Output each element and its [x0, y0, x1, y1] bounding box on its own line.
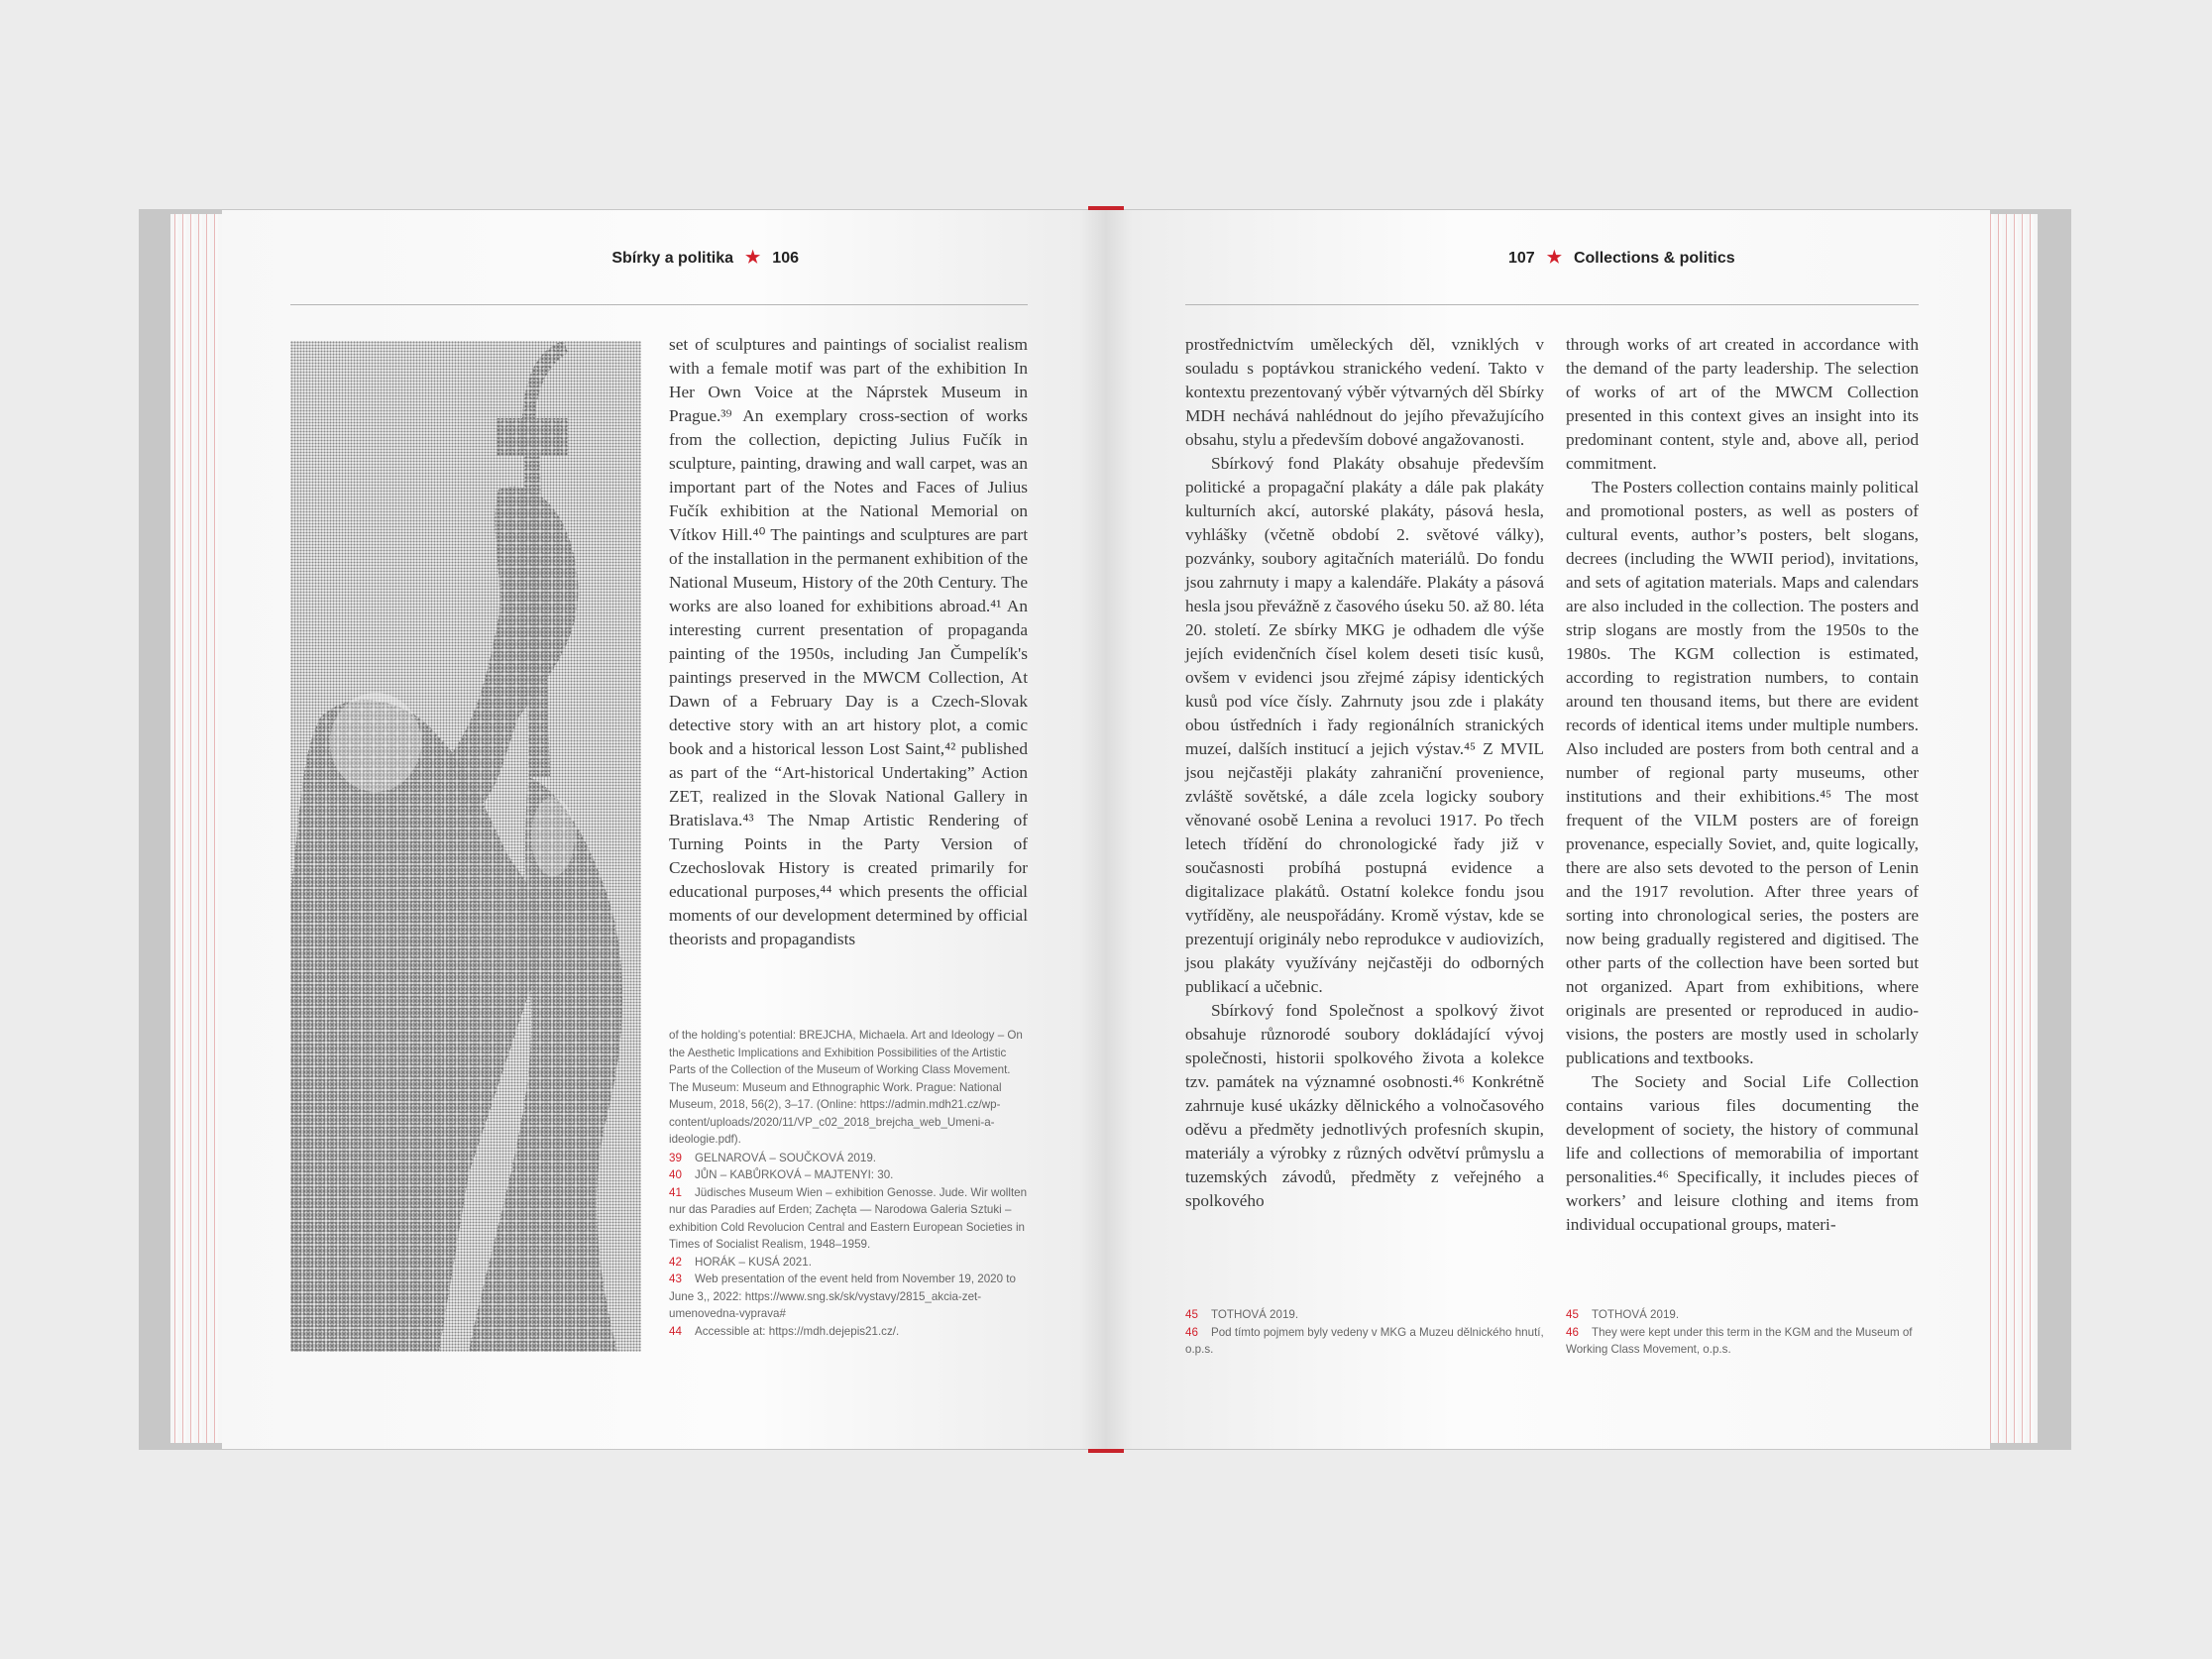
czech-paragraph: Sbírkový fond Společnost a spolkový život obsahuje různorodé soubory dokládající vývoj společnosti, historii spolkového života a kolekce tzv. památek na významné osobnosti.⁴⁶ Konkrétně zahrnuje kusé ukázky dělnického a volnočasového oděvu a předměty jednotlivých profesních skupin, materiály a výrobky z různých odvětví průmyslu a tuzemských závodů, předměty z veřejného a spolkového [1185, 1001, 1544, 1210]
czech-paragraph: prostřednictvím uměleckých děl, vzniklých v souladu s poptávkou stranického vedení. Takto v kontextu prezentovaný výběr výtvarných děl Sbírky MDH nechává nahlédnout do jejího převažujícího obsahu, stylu a především dobové angažovanosti. [1185, 335, 1544, 449]
right-header-title: Collections & politics [1573, 250, 1735, 267]
left-footnotes [669, 1027, 1028, 1340]
left-page-edges [170, 214, 230, 1443]
footnote-46-en: 46 They were kept under this term in the KGM and the Museum of Working Class Movement, o.p.s. [1566, 1325, 1913, 1356]
footnote-44: 44 Accessible at: https://mdh.dejepis21.cz/. [669, 1324, 900, 1338]
star-icon: ★ [745, 248, 761, 267]
left-header-title: Sbírky a politika [611, 250, 734, 267]
english-paragraph: The Posters collection contains mainly political and promotional posters, as well as posters of cultural events, author’s posters, belt slogans, decrees (including the WWII period), invitations, and sets of agitation materials. Maps and calendars are also included in the collection. The posters and strip slogans are mostly from the 1950s to the 1980s. The KGM collection is estimated, according to registration numbers, to contain around ten thousand items, but there are evident records of identical items under multiple numbers. Also included are posters from both central and a number of regional party museums, other institutions and their exhibitions.⁴⁵ The most frequent of the VILM posters are of foreign provenance, especially Soviet, and, quite logically, there are also sets devoted to the person of Lenin and the 1917 revolution. After three years of sorting into chronological series, the posters are now being gradually registered and digitised. The other parts of the collection have been sorted but not organized. Apart from exhibitions, where originals are presented or reproduced in audio-visions, the posters are mostly used in scholarly publications and textbooks. [1566, 478, 1919, 1067]
left-body-column [669, 333, 1028, 951]
left-page [222, 210, 1106, 1449]
left-running-header [611, 248, 799, 268]
footnote-40: 40 JŮN – KABŮRKOVÁ – MAJTENYI: 30. [669, 1168, 894, 1181]
czech-footnotes [1185, 1306, 1544, 1359]
left-header-rule [290, 304, 1028, 305]
footnote-39: 39 GELNAROVÁ – SOUČKOVÁ 2019. [669, 1151, 876, 1164]
footnote-43: 43 Web presentation of the event held from November 19, 2020 to June 3,, 2022: https://www.sng.sk/sk/vystavy/2815_akcia-zet-umenovedna-vyprava# [669, 1272, 1016, 1320]
footnote-continuation: of the holding’s potential: BREJCHA, Michaela. Art and Ideology – On the Aesthetic Implications and Exhibition Possibilities of the Artistic Parts of the Collection of the Museum of Working Class Movement. The Museum: Museum and Ethnographic Work. Prague: National Museum, 2018, 56(2), 3–17. (Online: https://admin.mdh21.cz/wp-content/uploads/2020/11/VP_c02_2018_brejcha_web_Umeni-a-ideologie.pdf). [669, 1029, 1023, 1146]
left-body-paragraph: set of sculptures and paintings of socialist realism with a female motif was part of the exhibition In Her Own Voice at the Náprstek Museum in Prague.³⁹ An exemplary cross-section of works from the collection, depicting Julius Fučík in sculpture, painting, drawing and wall carpet, was an important part of the Notes and Faces of Julius Fučík exhibition at the National Memorial on Vítkov Hill.⁴⁰ The paintings and sculptures are part of the installation in the permanent exhibition of the National Museum, History of the 20th Century. The works are also loaned for exhibitions abroad.⁴¹ An interesting current presentation of propaganda painting of the 1950s, including Jan Čumpelík's paintings preserved in the MWCM Collection, At Dawn of a February Day is a Czech-Slovak detective story with an art history plot, a comic book and a historical lesson Lost Saint,⁴² published as part of the “Art-historical Undertaking” Action ZET, realized in the Slovak National Gallery in Bratislava.⁴³ The Nmap Artistic Rendering of Turning Points in the Party Version of Czechoslovak History is created primarily for educational purposes,⁴⁴ which presents the official moments of our development determined by official theorists and propagandists [669, 335, 1028, 948]
footnote-42: 42 HORÁK – KUSÁ 2021. [669, 1255, 812, 1269]
sculpture-image [290, 341, 641, 1352]
english-paragraph: The Society and Social Life Collection contains various files documenting the development of society, the history of communal life and collections of memorabilia of important personalities.⁴⁶ Specifically, it includes pieces of workers’ and leisure clothing and items from individual occupational groups, materi- [1566, 1072, 1919, 1234]
english-footnotes [1566, 1306, 1919, 1359]
star-icon: ★ [1546, 248, 1562, 267]
right-page-number: 107 [1508, 250, 1535, 267]
czech-paragraph: Sbírkový fond Plakáty obsahuje především politické a propagační plakáty a dále pak plakáty kulturních akcí, autorské plakáty, pásová hesla, vyhlášky (včetně období 2. světové války), pozvánky, soubory agitačních materiálů. Do fondu jsou zahrnuty i mapy a kalendáře. Plakáty a pásová hesla jsou převážně z časového úseku 50. až 80. léta 20. století. Ze sbírky MKG je odhadem dle výše jejích evidenčních čísel kolem deseti tisíc kusů, ovšem v evidenci jsou zřejmé zápisy identických kusů pod více čísly. Zahrnuty jsou zde i plakáty obou ústředních i řady regionálních stranických muzeí, dalších institucí a jejich výstav.⁴⁵ Z MVIL jsou nejčastěji plakáty zahraniční provenience, zvláště sovětské, a dále zcela logicky soubory věnované osobě Lenina a revoluci 1917. Po třech letech třídění do chronologické řady již v současnosti probíhá postupná evidence a digitalizace plakátů. Ostatní kolekce fondu jsou vytříděny, ale neuspořádány. Kromě výstav, kde se prezentují originály nebo reprodukce v audiovizích, jsou plakáty využívány nejčastěji do odborných publikací a učebnic. [1185, 454, 1544, 996]
right-page-edges [1986, 214, 2038, 1443]
right-page [1106, 210, 1990, 1449]
english-paragraph: through works of art created in accordance with the demand of the party leadership. The selection of works of art of the MWCM Collection presented in this context gives an insight into its predominant content, style and, above all, period commitment. [1566, 335, 1919, 473]
left-page-number: 106 [772, 250, 799, 267]
right-header-rule [1185, 304, 1919, 305]
english-column [1566, 333, 1919, 1237]
right-running-header [1508, 248, 1735, 268]
footnote-46-cz: 46 Pod tímto pojmem byly vedeny v MKG a Muzeu dělnického hnutí, o.p.s. [1185, 1325, 1544, 1356]
footnote-45-cz: 45 TOTHOVÁ 2019. [1185, 1308, 1299, 1321]
footnote-41: 41 Jüdisches Museum Wien – exhibition Genosse. Jude. Wir wollten nur das Paradies auf Erden; Zachęta — Narodowa Galeria Sztuki – exhibition Cold Revolucion Central and Eastern European Societies in Times of Socialist Realism, 1948–1959. [669, 1185, 1028, 1251]
czech-column [1185, 333, 1544, 1213]
footnote-45-en: 45 TOTHOVÁ 2019. [1566, 1308, 1680, 1321]
